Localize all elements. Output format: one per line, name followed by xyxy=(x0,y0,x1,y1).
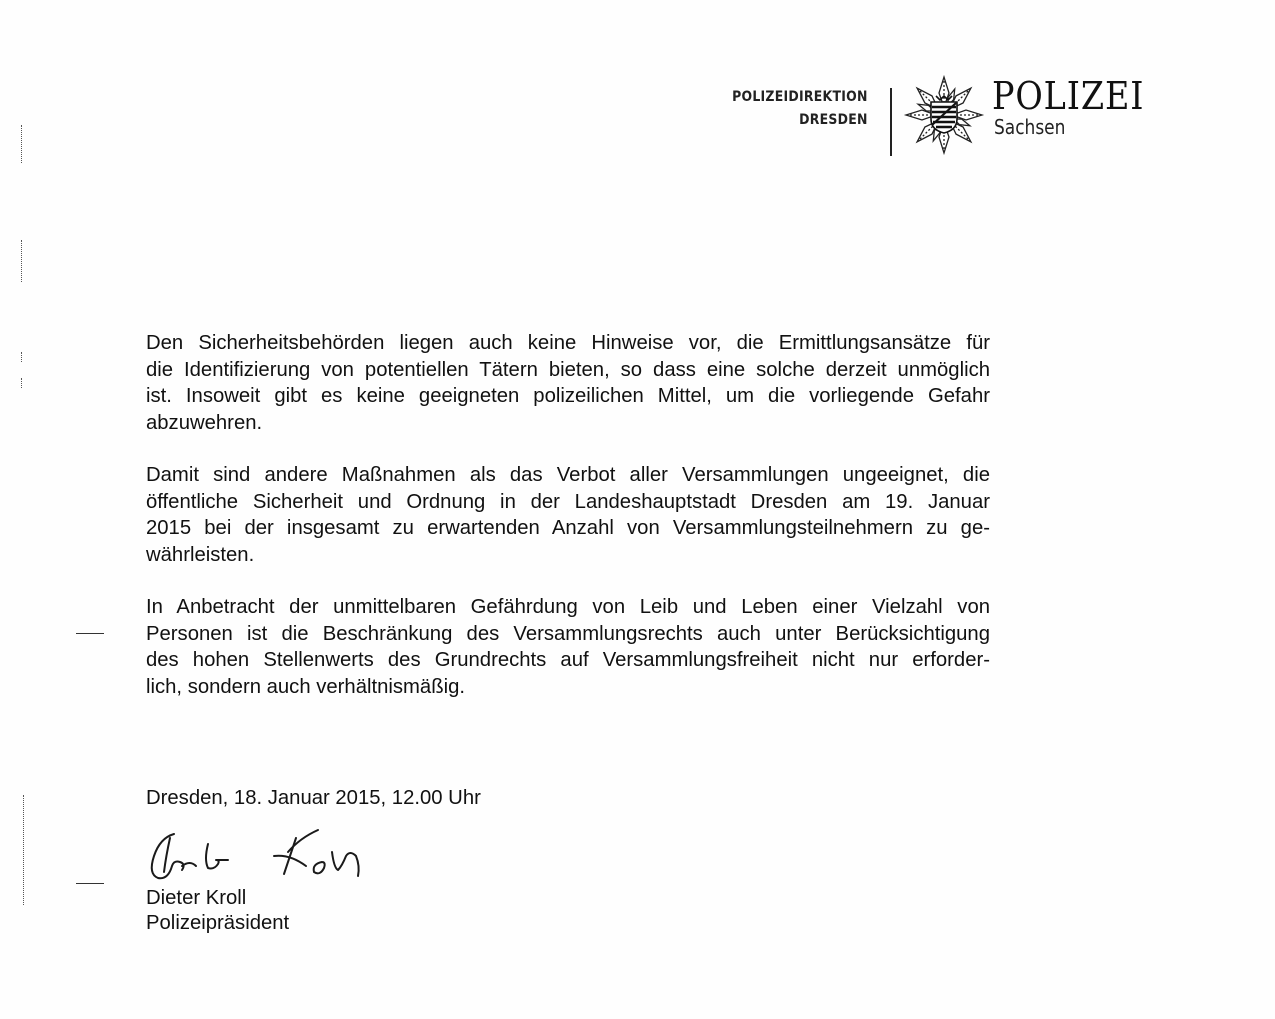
letterhead-divider xyxy=(890,88,892,156)
signer-block xyxy=(146,886,289,936)
text-line: öffentliche Sicherheit und Ordnung in der Landeshauptstadt Dresden am 19. Januar xyxy=(146,490,990,513)
text-line: abzuwehren. xyxy=(146,411,263,434)
scan-margin-mark xyxy=(21,240,22,282)
text-line: die Identifizierung von potentiellen Tätern bieten, so dass eine solche derzeit unmöglich xyxy=(146,358,990,381)
scan-margin-mark xyxy=(21,125,22,163)
paragraph-2 xyxy=(146,462,990,568)
scan-margin-mark xyxy=(23,795,24,905)
scan-margin-mark xyxy=(21,378,22,388)
department-line-1: POLIZEIDIREKTION xyxy=(732,89,868,105)
text-line: Den Sicherheitsbehörden liegen auch keine Hinweise vor, die Ermittlungsansätze für xyxy=(146,332,990,354)
department-line-2: DRESDEN xyxy=(799,112,868,128)
letterhead xyxy=(690,72,1150,162)
paragraph-1 xyxy=(146,330,990,436)
state-name: Sachsen xyxy=(994,115,1066,139)
dateline: Dresden, 18. Januar 2015, 12.00 Uhr xyxy=(146,787,481,809)
text-line: In Anbetracht der unmittelbaren Gefährdung von Leib und Leben einer Vielzahl von xyxy=(146,596,990,618)
text-line: währleisten. xyxy=(146,543,255,566)
signer-name: Dieter Kroll xyxy=(146,887,247,909)
scan-margin-dash xyxy=(76,883,104,884)
text-line: ist. Insoweit gibt es keine geeigneten polizeilichen Mittel, um die vorliegende Gefahr xyxy=(146,385,990,407)
signer-title: Polizeipräsident xyxy=(146,912,290,934)
text-line: lich, sondern auch verhältnismäßig. xyxy=(146,675,466,698)
scan-margin-dash xyxy=(76,633,104,634)
text-line: Personen ist die Beschränkung des Versammlungsrechts auch unter Berücksichtigung xyxy=(146,622,990,645)
paragraph-3 xyxy=(146,594,990,700)
text-line: des hohen Stellenwerts des Grundrechts auf Versammlungsfreiheit nicht nur erforder- xyxy=(146,649,990,671)
scan-margin-mark xyxy=(21,352,22,362)
brand-wordmark: POLIZEI xyxy=(992,74,1145,118)
text-line: 2015 bei der insgesamt zu erwartenden Anzahl von Versammlungsteilnehmern zu ge- xyxy=(146,517,990,539)
saxony-police-star-icon xyxy=(903,74,985,156)
text-line: Damit sind andere Maßnahmen als das Verbot aller Versammlungen ungeeignet, die xyxy=(146,464,990,486)
department-name xyxy=(732,86,868,132)
letter-body xyxy=(146,330,990,726)
